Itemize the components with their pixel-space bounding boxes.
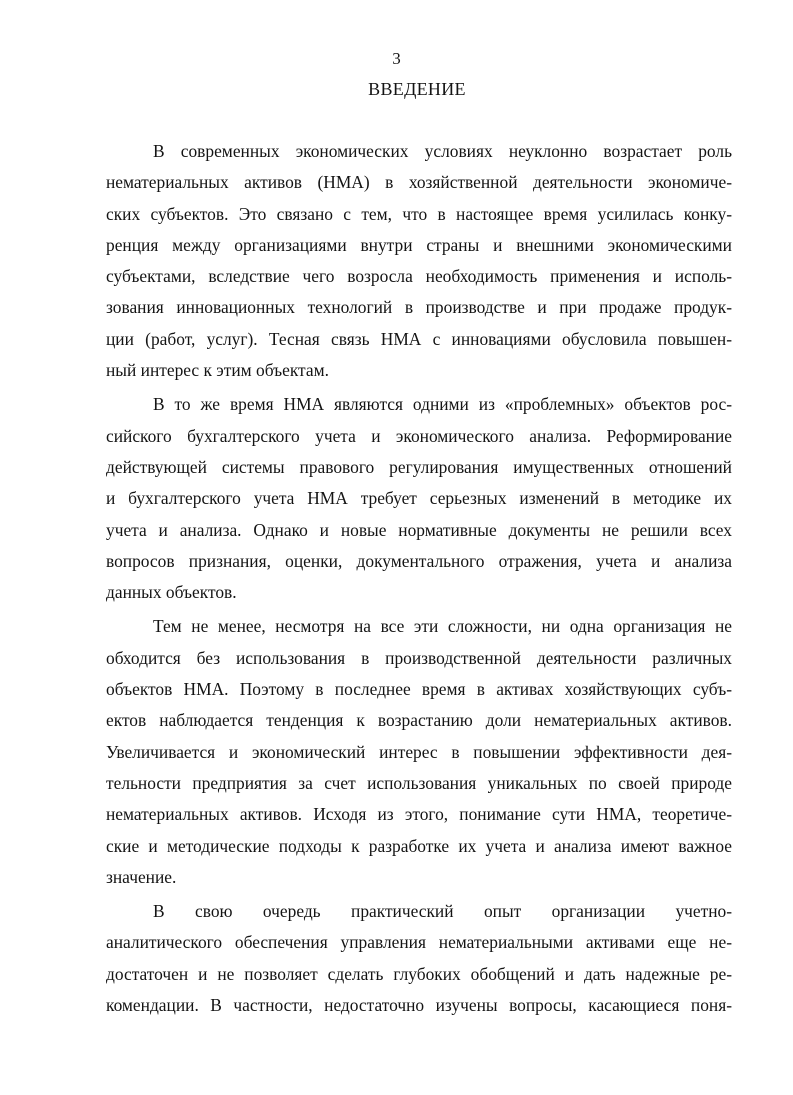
text-line: Тем не менее, несмотря на все эти сложности, ни одна организация не: [153, 616, 732, 637]
paragraph-3: [106, 611, 732, 893]
text-line: Увеличивается и экономический интерес в повышении эффективности дея-: [106, 741, 732, 762]
text-line: тельности предприятия за счет использования уникальных по своей природе: [106, 772, 732, 793]
text-line: нематериальных активов. Исходя из этого, понимание сути НМА, теоретиче-: [106, 804, 732, 825]
text-line: ный интерес к этим объектам.: [106, 360, 329, 381]
text-line: ции (работ, услуг). Тесная связь НМА с инновациями обусловила повышен-: [106, 328, 732, 349]
text-line: В современных экономических условиях неуклонно возрастает роль: [153, 141, 732, 161]
text-line: и бухгалтерского учета НМА требует серьезных изменений в методике их: [106, 488, 732, 509]
text-line: обходится без использования в производственной деятельности различных: [106, 647, 732, 668]
text-line: объектов НМА. Поэтому в последнее время в активах хозяйствующих субъ-: [106, 679, 732, 700]
text-line: ских субъектов. Это связано с тем, что в настоящее время усилилась конку-: [106, 203, 732, 224]
text-line: комендации. В частности, недостаточно изучены вопросы, касающиеся поня-: [106, 995, 732, 1016]
text-line: вопросов признания, оценки, документального отражения, учета и анализа: [106, 550, 732, 571]
text-line: достаточен и не позволяет сделать глубоких обобщений и дать надежные ре-: [106, 963, 732, 984]
text-line: аналитического обеспечения управления нематериальными активами еще не-: [106, 932, 732, 953]
text-line: ские и методические подходы к разработке их учета и анализа имеют важное: [106, 835, 732, 856]
text-line: действующей системы правового регулирования имущественных отношений: [106, 456, 732, 477]
paragraph-2: [106, 389, 732, 608]
text-line: субъектами, вследствие чего возросла необходимость применения и исполь-: [106, 266, 732, 287]
page-number: 3: [392, 49, 401, 68]
text-line: ектов наблюдается тенденция к возрастанию доли нематериальных активов.: [106, 710, 732, 731]
section-heading: ВВЕДЕНИЕ: [368, 79, 466, 99]
text-line: сийского бухгалтерского учета и экономического анализа. Реформирование: [106, 425, 732, 446]
text-line: учета и анализа. Однако и новые нормативные документы не решили всех: [106, 519, 732, 540]
text-line: В свою очередь практический опыт организации учетно-: [153, 901, 732, 922]
paragraph-1: [106, 136, 732, 386]
text-line: зования инновационных технологий в производстве и при продаже продук-: [106, 297, 732, 318]
text-line: значение.: [106, 866, 177, 887]
paragraph-4: [106, 896, 732, 1021]
text-line: данных объектов.: [106, 582, 237, 603]
text-line: ренция между организациями внутри страны и внешними экономическими: [106, 234, 732, 255]
body-text: [106, 136, 732, 1024]
text-line: нематериальных активов (НМА) в хозяйственной деятельности экономиче-: [106, 172, 732, 193]
text-line: В то же время НМА являются одними из «проблемных» объектов рос-: [153, 394, 732, 415]
